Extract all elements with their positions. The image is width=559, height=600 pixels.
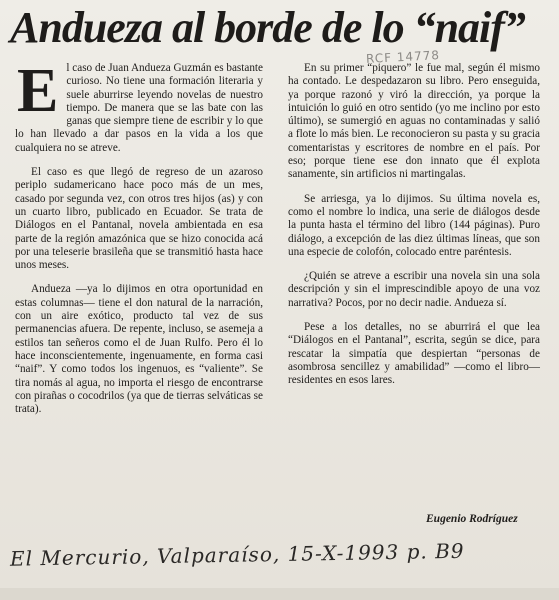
headline: Andueza al borde de lo “naif” [10, 3, 525, 52]
paragraph-text: l caso de Juan Andueza Guzmán es bastante curioso. No tiene una formación literaria y suele aburrirse leyendo novelas de nuestro tiempo. De manera que se las bate con las ganas que siempre tiene de escribir y lo que lo han llevado a dar pasos en la vida a los que cualquiera no se atreve. [15, 62, 264, 154]
column-right [288, 62, 540, 399]
paragraph: Andueza —ya lo dijimos en otra oportunidad en estas columnas— tiene el don natural de la narración, con un aire exótico, producto tal vez de sus permanencias afuera. De repente, incluso, se asemeja a estilos tan señeros como el de Juan Rulfo. Pero él lo hace inconscientemente, ingenuamente, en forma casi “naif”. Y como todos los ingenuos, es “valiente”. Se tira nomás al agua, no importa el riesgo de encontrarse con pirañas o cocodrilos (ya que de tierras selváticas se trata). [15, 283, 263, 416]
paragraph: Se arriesga, ya lo dijimos. Su última novela es, como el nombre lo indica, una serie de diálogos desde la punta hasta el término del libro (144 páginas). Puro diálogo, a excepción de las diez últimas líneas, que son una especie de colofón, colocado entre paréntesis. [288, 192, 540, 258]
paragraph: Pese a los detalles, no se aburrirá el que lea “Diálogos en el Pantanal”, escrita, según se dice, para rescatar la simpatía que despiertan “personas de asombrosa sencillez y amabilidad” —como el libro— residentes en esos lares. [288, 321, 540, 387]
paragraph: En su primer “piquero” le fue mal, según él mismo ha contado. Le despedazaron su libro. Pero enseguida, ya porque razonó y viró la dirección, ya porque la intuición lo guió en otro sentido (yo me inclino por esto último), se sumergió en aguas no contaminadas y salió a flote lo más bien. Le reconocieron su pasta y su gracia comentaristas y escritores de nombre en el país. Por eso; porque tiene ese don innato que él explota sanamente, sin artificios ni martingalas. [288, 62, 540, 181]
page-edge [0, 588, 559, 600]
paragraph: El caso es que llegó de regreso de un azaroso periplo sudamericano hace poco más de un mes, casado por segunda vez, con otros tres hijos (as) y con un cuarto libro, publicado en Ecuador. Se trata de Diálogos en el Pantanal, novela ambientada en esa parte de la región amazónica que se hizo conocida acá por una teleserie brasileña que se transmitió hasta hace unos meses. [15, 166, 263, 272]
paragraph [15, 57, 264, 155]
handwritten-source-note: El Mercurio, Valparaíso, 15-X-1993 p. B9 [9, 538, 465, 571]
column-left [15, 57, 264, 427]
archive-stamp: RCF 14778 [365, 48, 441, 66]
drop-cap: E [17, 57, 59, 125]
paragraph: ¿Quién se atreve a escribir una novela sin una sola descripción y sin el imprescindible apoyo de una voz narrativa? Pocos, por no decir nadie. Andueza sí. [288, 270, 540, 309]
byline: Eugenio Rodríguez [426, 513, 518, 525]
